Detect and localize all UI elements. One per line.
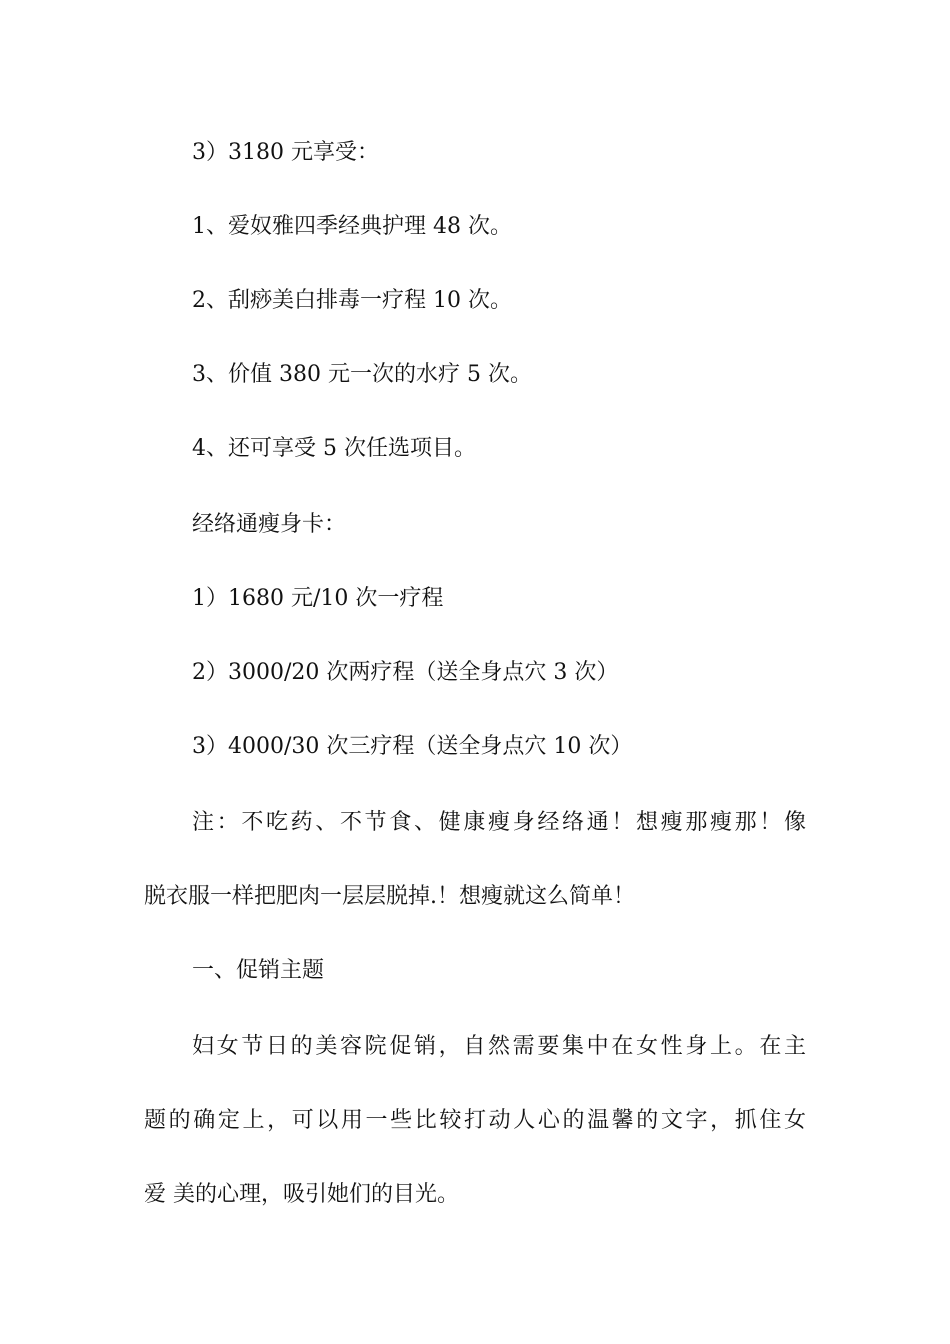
paragraph-line: 爱 美的心理，吸引她们的目光。 xyxy=(144,1182,459,1207)
paragraph-line: 妇女节日的美容院促销，自然需要集中在女性身上。在主 xyxy=(192,1034,806,1059)
text-line: 2、刮痧美白排毒一疗程 10 次。 xyxy=(192,288,512,313)
text-line: 1）1680 元/10 次一疗程 xyxy=(192,586,444,611)
paragraph-line: 脱衣服一样把肥肉一层层脱掉.！想瘦就这么简单！ xyxy=(144,884,635,909)
paragraph-line: 注：不吃药、不节食、健康瘦身经络通！想瘦那瘦那！像 xyxy=(192,810,806,835)
section-heading: 一、促销主题 xyxy=(192,958,325,983)
paragraph-line: 题的确定上，可以用一些比较打动人心的温馨的文字，抓住女 xyxy=(144,1108,806,1133)
text-line: 2）3000/20 次两疗程（送全身点穴 3 次） xyxy=(192,660,619,685)
text-line: 3、价值 380 元一次的水疗 5 次。 xyxy=(192,362,532,387)
text-line: 3）4000/30 次三疗程（送全身点穴 10 次） xyxy=(192,734,633,759)
text-line: 3）3180 元享受： xyxy=(192,140,379,165)
section-heading: 经络通瘦身卡： xyxy=(192,512,347,537)
text-line: 4、还可享受 5 次任选项目。 xyxy=(192,436,476,461)
text-line: 1、爱奴雅四季经典护理 48 次。 xyxy=(192,214,512,239)
